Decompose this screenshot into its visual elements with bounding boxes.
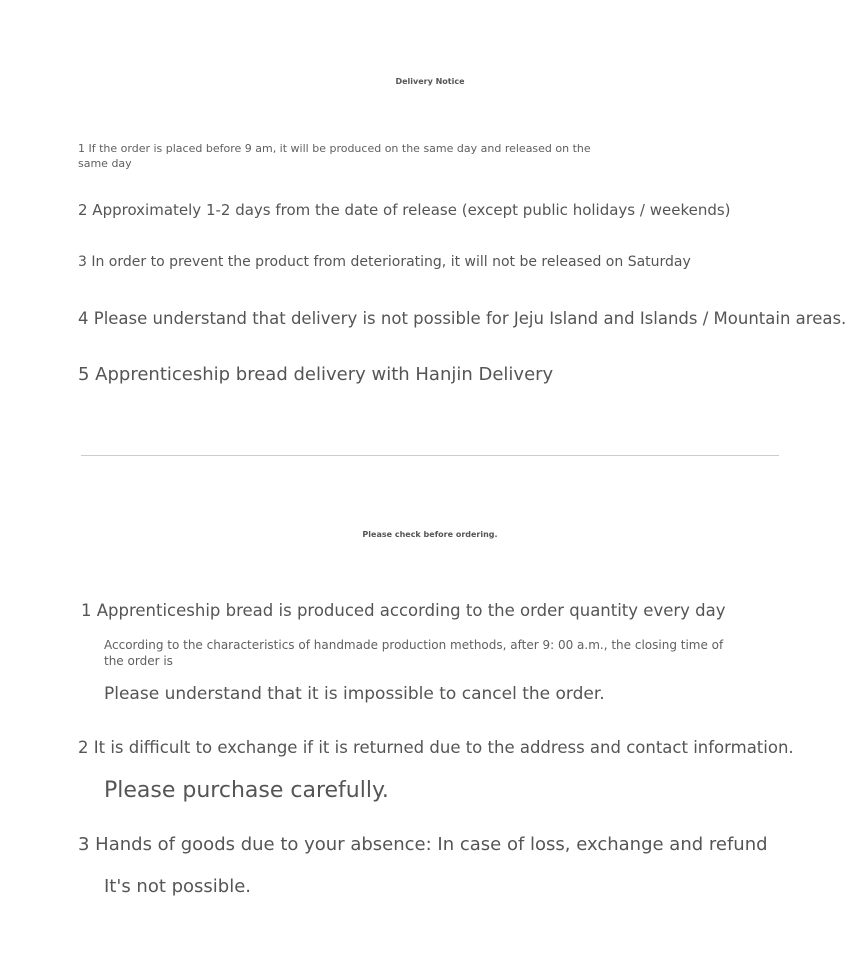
check-item-1: 1 Apprenticeship bread is produced according to the order quantity every day <box>81 601 726 620</box>
check-item-1-note: Please understand that it is impossible to cancel the order. <box>104 684 605 704</box>
check-item-1-detail: According to the characteristics of handmade production methods, after 9: 00 a.m., the closing time of the order is <box>104 638 724 668</box>
delivery-notice-item-3: 3 In order to prevent the product from deteriorating, it will not be released on Saturday <box>78 254 691 270</box>
delivery-notice-item-1: 1 If the order is placed before 9 am, it will be produced on the same day and released on the same day <box>78 142 591 170</box>
check-item-3-note: It's not possible. <box>104 876 252 897</box>
check-item-2: 2 It is difficult to exchange if it is returned due to the address and contact information. <box>78 738 794 757</box>
section-divider <box>81 455 779 456</box>
check-item-2-note: Please purchase carefully. <box>104 778 389 803</box>
delivery-notice-title: Delivery Notice <box>395 77 465 86</box>
delivery-notice-item-5: 5 Apprenticeship bread delivery with Hanjin Delivery <box>78 364 554 385</box>
delivery-notice-item-4: 4 Please understand that delivery is not possible for Jeju Island and Islands / Mountain areas. <box>78 309 847 328</box>
check-before-ordering-title: Please check before ordering. <box>362 530 498 539</box>
delivery-notice-item-2: 2 Approximately 1-2 days from the date of release (except public holidays / weekends) <box>78 201 731 219</box>
check-item-3: 3 Hands of goods due to your absence: In case of loss, exchange and refund <box>78 834 768 855</box>
